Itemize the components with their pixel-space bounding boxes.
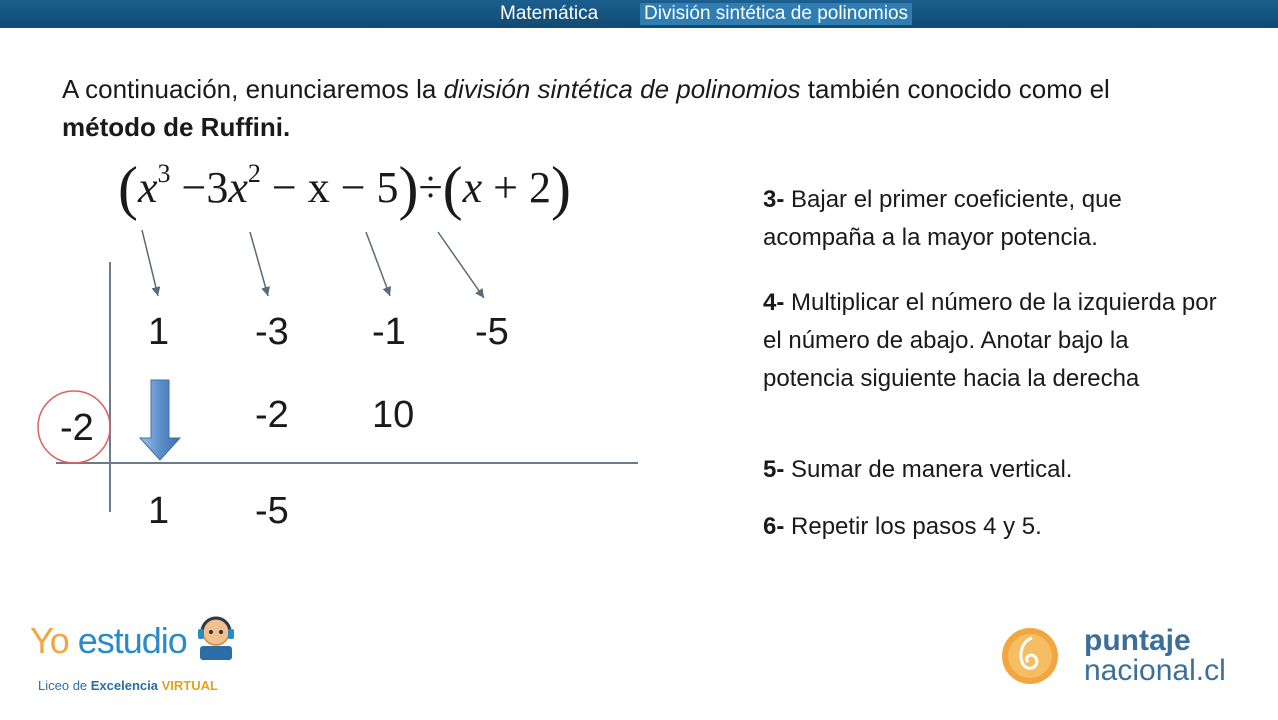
divisor-value: -2 [60, 407, 94, 449]
step-4 [763, 284, 1223, 398]
exp-2: 2 [247, 159, 261, 189]
puntaje-nacional-logo-text[interactable] [1084, 626, 1226, 686]
arrow-3 [366, 232, 390, 296]
breadcrumb-subject[interactable]: Matemática [500, 3, 599, 24]
pn-line1: puntaje [1084, 624, 1191, 657]
step-3 [763, 181, 1223, 257]
step-5-text: Sumar de manera vertical. [784, 456, 1073, 483]
arrow-2 [250, 232, 268, 296]
arrow-4 [438, 232, 484, 298]
intro-part2: también conocido como el [800, 74, 1110, 104]
intro-bold: método de Ruffini. [62, 112, 291, 142]
arrow-1 [142, 230, 158, 296]
mascot-icon [192, 612, 242, 664]
step-3-number: 3- [763, 186, 785, 213]
yo-estudio-logo[interactable] [30, 620, 187, 662]
term-3x: −3 [181, 163, 229, 212]
liceo-c: VIRTUAL [161, 678, 218, 693]
exp-3: 3 [157, 159, 171, 189]
intro-part1: A continuación, enunciaremos la [62, 74, 444, 104]
cell-r2-c2: -2 [255, 394, 289, 436]
step-3-text: Bajar el primer coeficiente, que acompaña a la mayor potencia. [763, 186, 1122, 251]
cell-r1-c4: -5 [475, 311, 509, 353]
cell-r2-c3: 10 [372, 394, 415, 436]
cell-r1-c3: -1 [372, 311, 406, 353]
puntaje-nacional-logo-icon[interactable] [998, 624, 1068, 694]
logo-yo: Yo [30, 620, 78, 661]
divisor-x: x [462, 163, 483, 212]
cell-r1-c1: 1 [148, 311, 170, 353]
step-4-number: 4- [763, 289, 785, 316]
term-x5: − x − 5 [271, 163, 399, 212]
cell-r3-c2: -5 [255, 490, 289, 532]
intro-italic: división sintética de polinomios [443, 74, 801, 104]
down-arrow-icon [140, 380, 180, 460]
step-4-text: Multiplicar el número de la izquierda por el número de abajo. Anotar bajo la potencia siguiente hacia la derecha [763, 289, 1217, 392]
pn-line2: nacional.cl [1084, 654, 1226, 687]
step-6-number: 6- [763, 513, 785, 540]
cell-r3-c1: 1 [148, 490, 170, 532]
liceo-b: Excelencia [90, 678, 162, 693]
division-formula: $(x^3 -3x^2 - x - 5)\div(x + 2)$ [118, 155, 571, 221]
cell-r1-c2: -3 [255, 311, 289, 353]
step-6-text: Repetir los pasos 4 y 5. [784, 513, 1042, 540]
step-5 [763, 451, 1223, 489]
div-sign: ÷ [418, 163, 443, 212]
divisor-plus2: + 2 [493, 163, 551, 212]
breadcrumb-topic[interactable]: División sintética de polinomios [640, 3, 912, 25]
logo-estudio: estudio [77, 620, 187, 661]
liceo-a: Liceo de [38, 678, 91, 693]
liceo-tagline [38, 678, 218, 693]
step-5-number: 5- [763, 456, 785, 483]
step-6 [763, 508, 1223, 546]
